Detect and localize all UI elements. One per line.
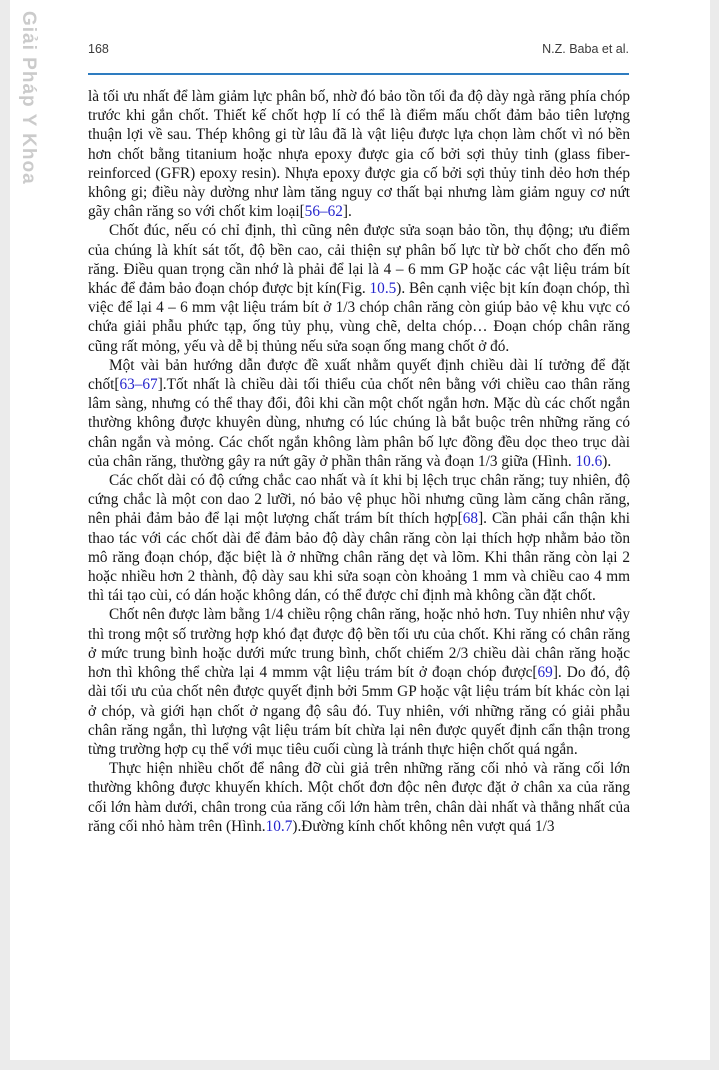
paragraph: [88, 356, 630, 471]
page-header: [88, 42, 629, 56]
reference-link[interactable]: 69: [537, 664, 553, 682]
document-page: [10, 0, 710, 1060]
text-run: Chốt nên được làm bằng 1/4 chiều rộng chân răng, hoặc nhỏ hơn. Tuy nhiên như vậy thì trong một số trường hợp khó đạt được độ bền tối ưu của chốt. Khi răng có chân răng ở mức trung bình hoặc dưới mức trung bình, chốt chiếm 2/3 chiều dài chân răng hoặc hơn thì không thể chừa lại 4 mmm vật liệu trám bít ở đoạn chóp được[: [88, 606, 630, 682]
text-run: ].: [342, 203, 352, 221]
paragraph: [88, 221, 630, 355]
reference-link[interactable]: 10.5: [369, 280, 397, 298]
paragraph: [88, 471, 630, 605]
reference-link[interactable]: 56–62: [304, 203, 343, 221]
reference-link[interactable]: 68: [462, 510, 479, 528]
body-text: [88, 87, 630, 836]
paragraph: [88, 87, 630, 221]
text-run: Các chốt dài có độ cứng chắc cao nhất và ít khi bị lệch trục chân răng; tuy nhiên, độ cứng chắc là một con dao 2 lưỡi, nó bảo vệ phục hồi nhưng cũng làm căng chân răng, nên phải đảm bảo để lại một lượng chất trám bít thích hợp[: [88, 472, 630, 528]
text-run: Chốt đúc, nếu có chỉ định, thì cũng nên được sửa soạn bảo tồn, thụ động; ưu điểm của chúng là khít sát tốt, độ bền cao, cải thiện sự phân bố lực từ bờ chốt cho đến mô răng. Điều quan trọng cần nhớ là phải để lại là 4 – 6 mm GP hoặc các vật liệu trám bít khác để đảm bảo đoạn chóp được bịt kín(Fig.: [88, 222, 630, 298]
running-title: N.Z. Baba et al.: [542, 42, 629, 56]
paragraph: [88, 759, 630, 836]
sidebar-watermark-text: Giải Pháp Y Khoa: [18, 11, 39, 185]
reference-link[interactable]: 10.6: [575, 452, 603, 470]
text-run: ]. Cần phải cẩn thận khi thao tác với các chốt dài để đảm bảo độ dày chân răng còn lại thích hợp nhằm bảo tồn mô răng đoạn chóp, đặc biệt là ở những chân răng dẹt và lõm. Khi thân răng còn lại 2 hoặc nhiều hơn 2 thành, độ dày sau khi sửa soạn còn khoảng 1 mm và chiều cao 4 mm thì tái tạo cùi, có dán hoặc không dán, có thể được chỉ định mà không cần đặt chốt.: [88, 510, 630, 605]
text-run: ]. Do đó, độ dài tối ưu của chốt nên được quyết định bởi 5mm GP hoặc vật liệu trám bít khác còn lại ở chóp, và giới hạn chốt ở ngang độ sâu đó. Tuy nhiên, với những răng có giải phẫu chân răng ngắn, thì lượng vật liệu trám bít chừa lại nên được quyết định cẩn thận trong từng trường hợp cụ thể với mục tiêu cuối cùng là tránh thực hiện chốt quá ngắn.: [88, 664, 630, 758]
reference-link[interactable]: 63–67: [119, 376, 158, 394]
page-number: 168: [88, 42, 109, 56]
text-run: ). Bên cạnh việc bịt kín đoạn chóp, thì việc để lại 4 – 6 mm vật liệu trám bít ở 1/3 chóp chân răng còn giúp bảo vệ khu vực có chứa giải phẫu phức tạp, ống tủy phụ, vùng chẽ, delta chóp… Đoạn chóp chân răng cũng rất mỏng, yếu và dễ bị thủng nếu sửa soạn ống mang chốt ở đó.: [88, 280, 630, 355]
text-run: ).Đường kính chốt không nên vượt quá 1/3: [292, 817, 555, 835]
text-run: ].Tốt nhất là chiều dài tối thiểu của chốt nên bằng với chiều cao thân răng lâm sàng, nhưng có thể thay đổi, đôi khi cần một chốt ngắn hơn. Mặc dù các chốt ngắn thường không được khuyên dùng, nhưng có lúc chúng là bắt buộc trên những răng có chân ngắn và mỏng. Các chốt ngắn không làm phân bố lực đồng đều dọc theo trục dài của chân răng, thường gây ra nứt gãy ở phần thân răng và đoạn 1/3 giữa (Hình.: [88, 376, 630, 470]
text-run: Một vài bản hướng dẫn được đề xuất nhằm quyết định chiều dài lí tưởng để đặt chốt[: [88, 356, 630, 394]
text-run: là tối ưu nhất để làm giảm lực phân bố, nhờ đó bảo tồn tối đa độ dày ngà răng phía chóp trước khi gắn chốt. Thiết kế chốt hợp lí có thể là điểm mấu chốt đảm bảo tiên lượng thuận lợi về sau. Thép không gi từ lâu đã là vật liệu được lựa chọn làm chốt vì nó bền hơn chốt bằng titanium hoặc nhựa epoxy được gia cố bởi sợi thủy tinh (glass fiber-reinforced (GFR) epoxy resin). Nhựa epoxy được gia cố bởi sợi thủy tinh dẻo hơn thép không gi; điều này dường như làm tăng nguy cơ thất bại nhưng làm giảm nguy cơ nứt gãy chân răng so với chốt kim loại[: [88, 88, 630, 221]
header-rule: [88, 73, 629, 75]
text-run: Thực hiện nhiều chốt để nâng đỡ cùi giả trên những răng cối nhỏ và răng cối lớn thường không được khuyến khích. Một chốt đơn độc nên được đặt ở chân xa của răng cối lớn hàm dưới, chân trong của răng cối lớn hàm trên, chân dài nhất và thẳng nhất của răng cối nhỏ hàm trên (Hình.: [88, 760, 630, 835]
reference-link[interactable]: 10.7: [265, 817, 293, 835]
paragraph: [88, 605, 630, 759]
text-run: ).: [602, 452, 612, 470]
